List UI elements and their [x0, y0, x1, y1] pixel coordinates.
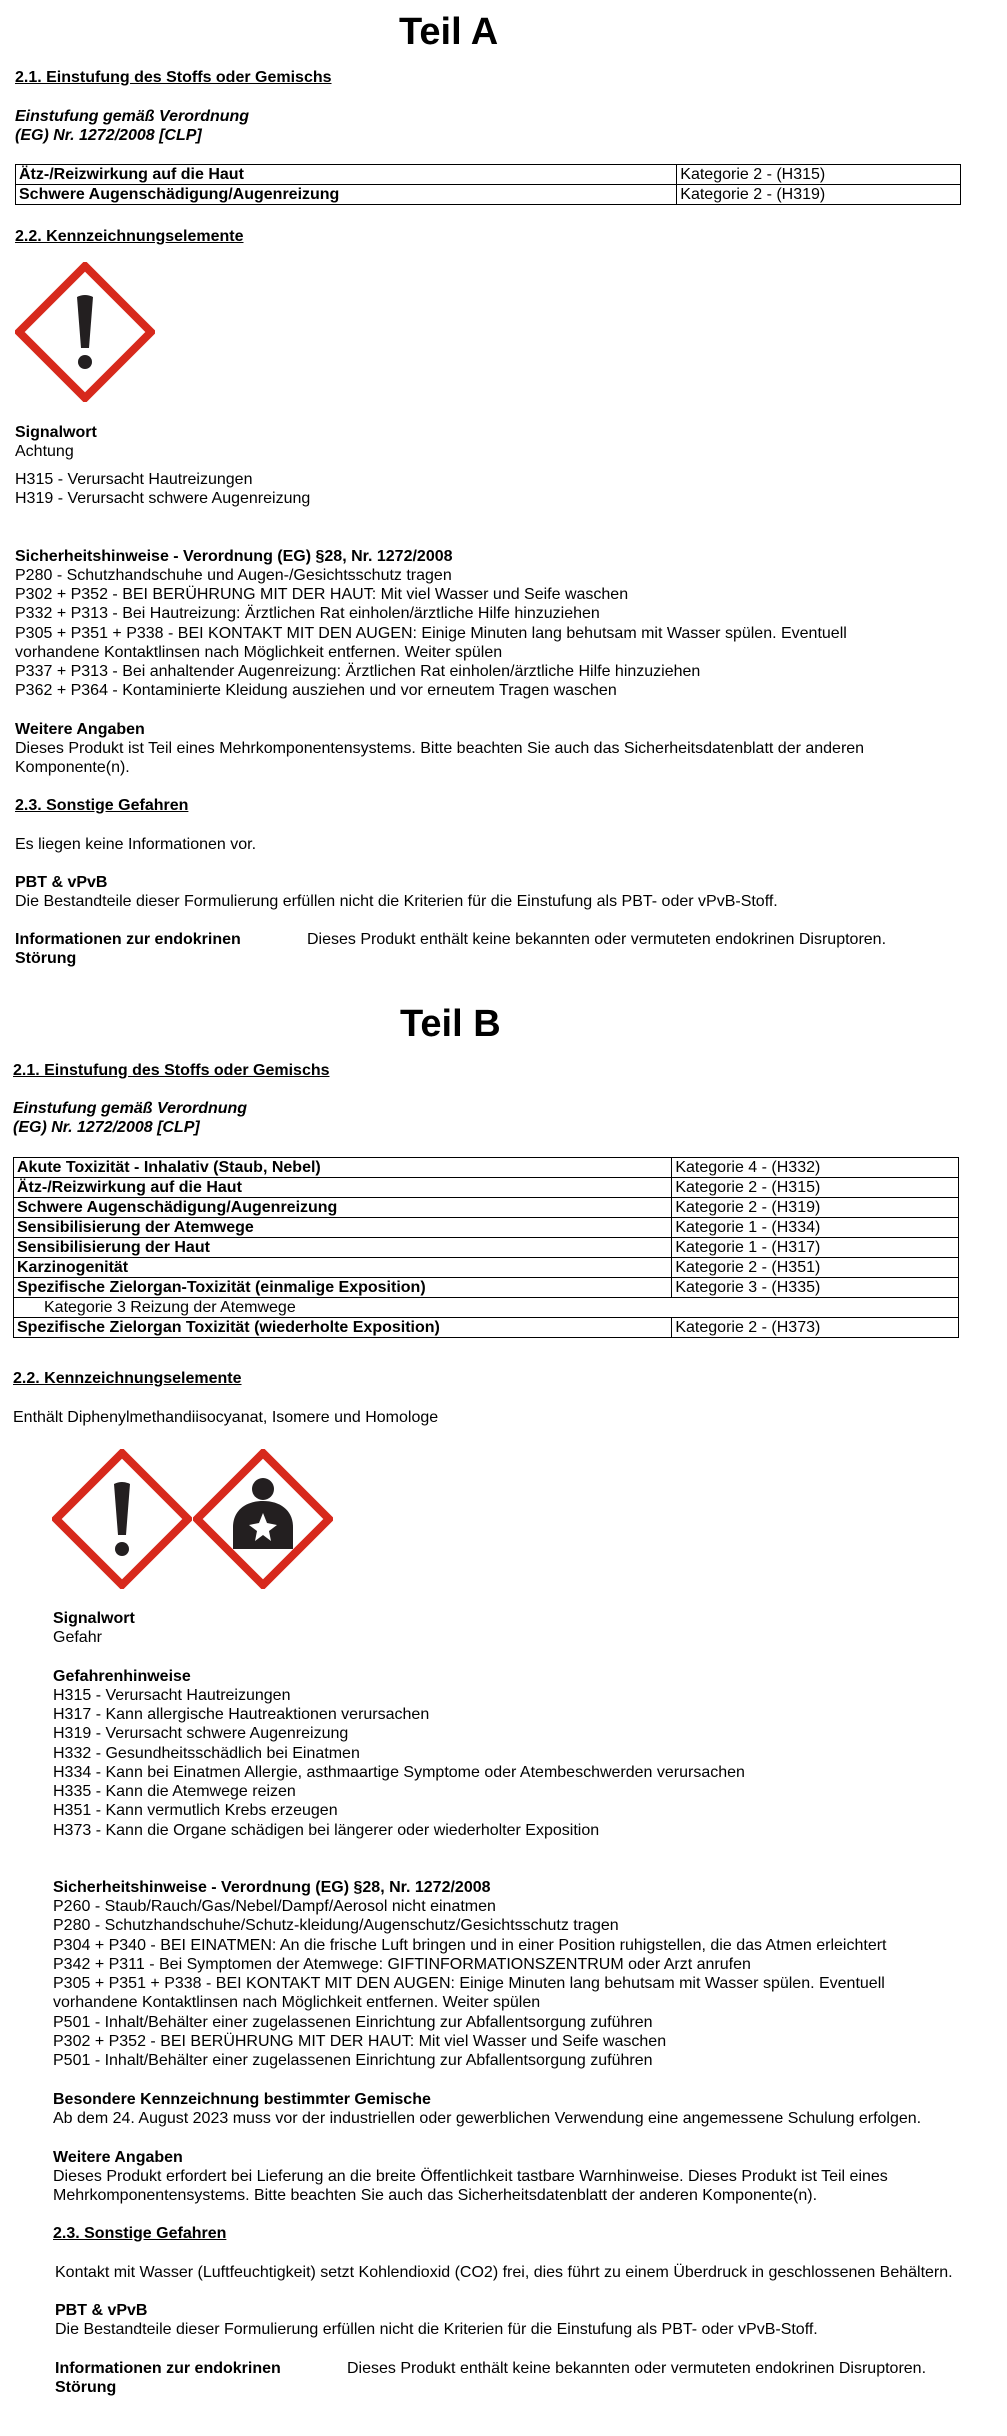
teil-a-endokrin-label: Informationen zur endokrinen [15, 931, 241, 948]
teil-b-h-statement: H351 - Kann vermutlich Krebs erzeugen [53, 1802, 338, 1819]
teil-b-endokrin-label: Informationen zur endokrinen [55, 2360, 281, 2377]
teil-b-p-statement: P501 - Inhalt/Behälter einer zugelassenen Einrichtung zur Abfallentsorgung zuführen [53, 2052, 653, 2069]
teil-b-besondere-text: Ab dem 24. August 2023 muss vor der industriellen oder gewerblichen Verwendung eine angemessene Schulung erfolgen. [53, 2110, 922, 2127]
teil-a-p-statement: P305 + P351 + P338 - BEI KONTAKT MIT DEN AUGEN: Einige Minuten lang behutsam mit Wasser spülen. Eventuell [15, 625, 847, 642]
hazard-class: Schwere Augenschädigung/Augenreizung [16, 185, 677, 205]
teil-b-p-statement: P342 + P311 - Bei Symptomen der Atemwege: GIFTINFORMATIONSZENTRUM oder Arzt anrufen [53, 1956, 751, 1973]
teil-b-gefahren-label: Gefahrenhinweise [53, 1668, 191, 1685]
teil-a-p-statement: P302 + P352 - BEI BERÜHRUNG MIT DER HAUT: Mit viel Wasser und Seife waschen [15, 586, 629, 603]
teil-b-p-statement: P280 - Schutzhandschuhe/Schutz-kleidung/Augenschutz/Gesichtsschutz tragen [53, 1917, 619, 1934]
teil-b-einstufung-line1: Einstufung gemäß Verordnung [13, 1100, 248, 1117]
exclamation-mark-pictogram-icon [52, 1449, 192, 1589]
teil-a-pbt-label: PBT & vPvB [15, 874, 108, 891]
teil-b-h-statement: H317 - Kann allergische Hautreaktionen verursachen [53, 1706, 430, 1723]
table-row [14, 1318, 959, 1338]
teil-a-einstufung-line2: (EG) Nr. 1272/2008 [CLP] [15, 127, 202, 144]
hazard-category: Kategorie 2 - (H315) [677, 165, 961, 185]
teil-a-section-2-2: 2.2. Kennzeichnungselemente [15, 228, 244, 245]
hazard-class: Spezifische Zielorgan Toxizität (wiederholte Exposition) [14, 1318, 672, 1338]
teil-a-p-heading: Sicherheitshinweise - Verordnung (EG) §28, Nr. 1272/2008 [15, 548, 453, 565]
teil-b-section-2-1: 2.1. Einstufung des Stoffs oder Gemischs [13, 1062, 330, 1079]
teil-b-classification-table [13, 1157, 959, 1338]
teil-a-section-2-3: 2.3. Sonstige Gefahren [15, 797, 189, 814]
teil-b-h-statement: H335 - Kann die Atemwege reizen [53, 1783, 296, 1800]
hazard-class: Ätz-/Reizwirkung auf die Haut [14, 1178, 672, 1198]
teil-b-h-statement: H373 - Kann die Organe schädigen bei längerer oder wiederholter Exposition [53, 1822, 600, 1839]
hazard-class: Ätz-/Reizwirkung auf die Haut [16, 165, 677, 185]
teil-a-p-statement: P332 + P313 - Bei Hautreizung: Ärztlichen Rat einholen/ärztliche Hilfe hinzuziehen [15, 605, 600, 622]
teil-a-endokrin-text: Dieses Produkt enthält keine bekannten oder vermuteten endokrinen Disruptoren. [307, 931, 887, 948]
teil-a-p-statement: P362 + P364 - Kontaminierte Kleidung ausziehen und vor erneutem Tragen waschen [15, 682, 617, 699]
teil-b-enthaelt-text: Enthält Diphenylmethandiisocyanat, Isomere und Homologe [13, 1409, 439, 1426]
teil-a-title: Teil A [399, 11, 499, 53]
hazard-category: Kategorie 1 - (H317) [672, 1238, 959, 1258]
exclamation-mark-pictogram-icon [15, 262, 155, 402]
hazard-category: Kategorie 3 - (H335) [672, 1278, 959, 1298]
teil-b-section-2-3: 2.3. Sonstige Gefahren [53, 2225, 227, 2242]
hazard-class: Spezifische Zielorgan-Toxizität (einmalige Exposition) [14, 1278, 672, 1298]
teil-b-endokrin-label-2: Störung [55, 2379, 117, 2396]
hazard-category: Kategorie 2 - (H319) [672, 1198, 959, 1218]
table-row [14, 1238, 959, 1258]
teil-b-weitere-text: Mehrkomponentensystems. Bitte beachten Sie auch das Sicherheitsdatenblatt der anderen Komponente(n). [53, 2187, 818, 2204]
teil-a-weitere-text: Komponente(n). [15, 759, 130, 776]
teil-b-einstufung-line2: (EG) Nr. 1272/2008 [CLP] [13, 1119, 200, 1136]
teil-b-p-statement: vorhandene Kontaktlinsen nach Möglichkeit entfernen. Weiter spülen [53, 1994, 541, 2011]
teil-a-signalwort-value: Achtung [15, 443, 74, 460]
teil-a-weitere-text: Dieses Produkt ist Teil eines Mehrkomponentensystems. Bitte beachten Sie auch das Sicherheitsdatenblatt der anderen [15, 740, 865, 757]
hazard-category: Kategorie 2 - (H319) [677, 185, 961, 205]
teil-a-p-statement: vorhandene Kontaktlinsen nach Möglichkeit entfernen. Weiter spülen [15, 644, 503, 661]
teil-a-endokrin-label-2: Störung [15, 950, 77, 967]
table-row [14, 1198, 959, 1218]
hazard-category: Kategorie 1 - (H334) [672, 1218, 959, 1238]
hazard-category: Kategorie 2 - (H315) [672, 1178, 959, 1198]
teil-a-section-2-1: 2.1. Einstufung des Stoffs oder Gemischs [15, 69, 332, 86]
teil-a-h-statement: H319 - Verursacht schwere Augenreizung [15, 490, 311, 507]
teil-b-signalwort-value: Gefahr [53, 1629, 102, 1646]
teil-b-weitere-label: Weitere Angaben [53, 2149, 183, 2166]
table-row [16, 185, 961, 205]
hazard-class: Sensibilisierung der Atemwege [14, 1218, 672, 1238]
table-row [14, 1178, 959, 1198]
teil-a-pbt-text: Die Bestandteile dieser Formulierung erfüllen nicht die Kriterien für die Einstufung als PBT- oder vPvB-Stoff. [15, 893, 778, 910]
teil-a-sonstige-text: Es liegen keine Informationen vor. [15, 836, 257, 853]
teil-a-h-statement: H315 - Verursacht Hautreizungen [15, 471, 253, 488]
teil-b-p-statement: P304 + P340 - BEI EINATMEN: An die frische Luft bringen und in einer Position ruhigstellen, die das Atmen erleichtert [53, 1937, 887, 1954]
teil-a-einstufung-line1: Einstufung gemäß Verordnung [15, 108, 250, 125]
table-row [14, 1258, 959, 1278]
teil-b-endokrin-text: Dieses Produkt enthält keine bekannten oder vermuteten endokrinen Disruptoren. [347, 2360, 927, 2377]
teil-b-sonstige-text: Kontakt mit Wasser (Luftfeuchtigkeit) setzt Kohlendioxid (CO2) frei, dies führt zu einem Überdruck in geschlossenen Behältern. [55, 2264, 953, 2281]
teil-b-h-statement: H315 - Verursacht Hautreizungen [53, 1687, 291, 1704]
hazard-class: Sensibilisierung der Haut [14, 1238, 672, 1258]
health-hazard-pictogram-icon [193, 1449, 333, 1589]
teil-b-p-heading: Sicherheitshinweise - Verordnung (EG) §28, Nr. 1272/2008 [53, 1879, 491, 1896]
teil-b-besondere-label: Besondere Kennzeichnung bestimmter Gemische [53, 2091, 431, 2108]
teil-b-p-statement: P501 - Inhalt/Behälter einer zugelassenen Einrichtung zur Abfallentsorgung zuführen [53, 2014, 653, 2031]
teil-b-p-statement: P302 + P352 - BEI BERÜHRUNG MIT DER HAUT: Mit viel Wasser und Seife waschen [53, 2033, 667, 2050]
teil-a-p-statement: P337 + P313 - Bei anhaltender Augenreizung: Ärztlichen Rat einholen/ärztliche Hilfe hinzuziehen [15, 663, 701, 680]
teil-b-pbt-text: Die Bestandteile dieser Formulierung erfüllen nicht die Kriterien für die Einstufung als PBT- oder vPvB-Stoff. [55, 2321, 818, 2338]
teil-b-h-statement: H319 - Verursacht schwere Augenreizung [53, 1725, 349, 1742]
teil-b-title: Teil B [400, 1003, 501, 1045]
hazard-category: Kategorie 2 - (H373) [672, 1318, 959, 1338]
teil-a-signalwort-label: Signalwort [15, 424, 97, 441]
hazard-class: Karzinogenität [14, 1258, 672, 1278]
hazard-category: Kategorie 2 - (H351) [672, 1258, 959, 1278]
table-row [14, 1218, 959, 1238]
teil-a-weitere-label: Weitere Angaben [15, 721, 145, 738]
table-row [14, 1298, 959, 1318]
teil-b-h-statement: H334 - Kann bei Einatmen Allergie, asthmaartige Symptome oder Atembeschwerden verursachen [53, 1764, 745, 1781]
teil-b-pbt-label: PBT & vPvB [55, 2302, 148, 2319]
teil-b-h-statement: H332 - Gesundheitsschädlich bei Einatmen [53, 1745, 360, 1762]
teil-b-p-statement: P260 - Staub/Rauch/Gas/Nebel/Dampf/Aerosol nicht einatmen [53, 1898, 496, 1915]
table-row [16, 165, 961, 185]
hazard-class: Akute Toxizität - Inhalativ (Staub, Nebel) [14, 1158, 672, 1178]
hazard-subcategory: Kategorie 3 Reizung der Atemwege [14, 1298, 959, 1318]
table-row [14, 1158, 959, 1178]
hazard-class: Schwere Augenschädigung/Augenreizung [14, 1198, 672, 1218]
teil-b-p-statement: P305 + P351 + P338 - BEI KONTAKT MIT DEN AUGEN: Einige Minuten lang behutsam mit Wasser spülen. Eventuell [53, 1975, 885, 1992]
hazard-category: Kategorie 4 - (H332) [672, 1158, 959, 1178]
teil-a-p-statement: P280 - Schutzhandschuhe und Augen-/Gesichtsschutz tragen [15, 567, 452, 584]
table-row [14, 1278, 959, 1298]
teil-b-signalwort-label: Signalwort [53, 1610, 135, 1627]
teil-b-section-2-2: 2.2. Kennzeichnungselemente [13, 1370, 242, 1387]
teil-a-classification-table [15, 164, 961, 205]
teil-b-weitere-text: Dieses Produkt erfordert bei Lieferung an die breite Öffentlichkeit tastbare Warnhinweise. Dieses Produkt ist Teil eines [53, 2168, 888, 2185]
